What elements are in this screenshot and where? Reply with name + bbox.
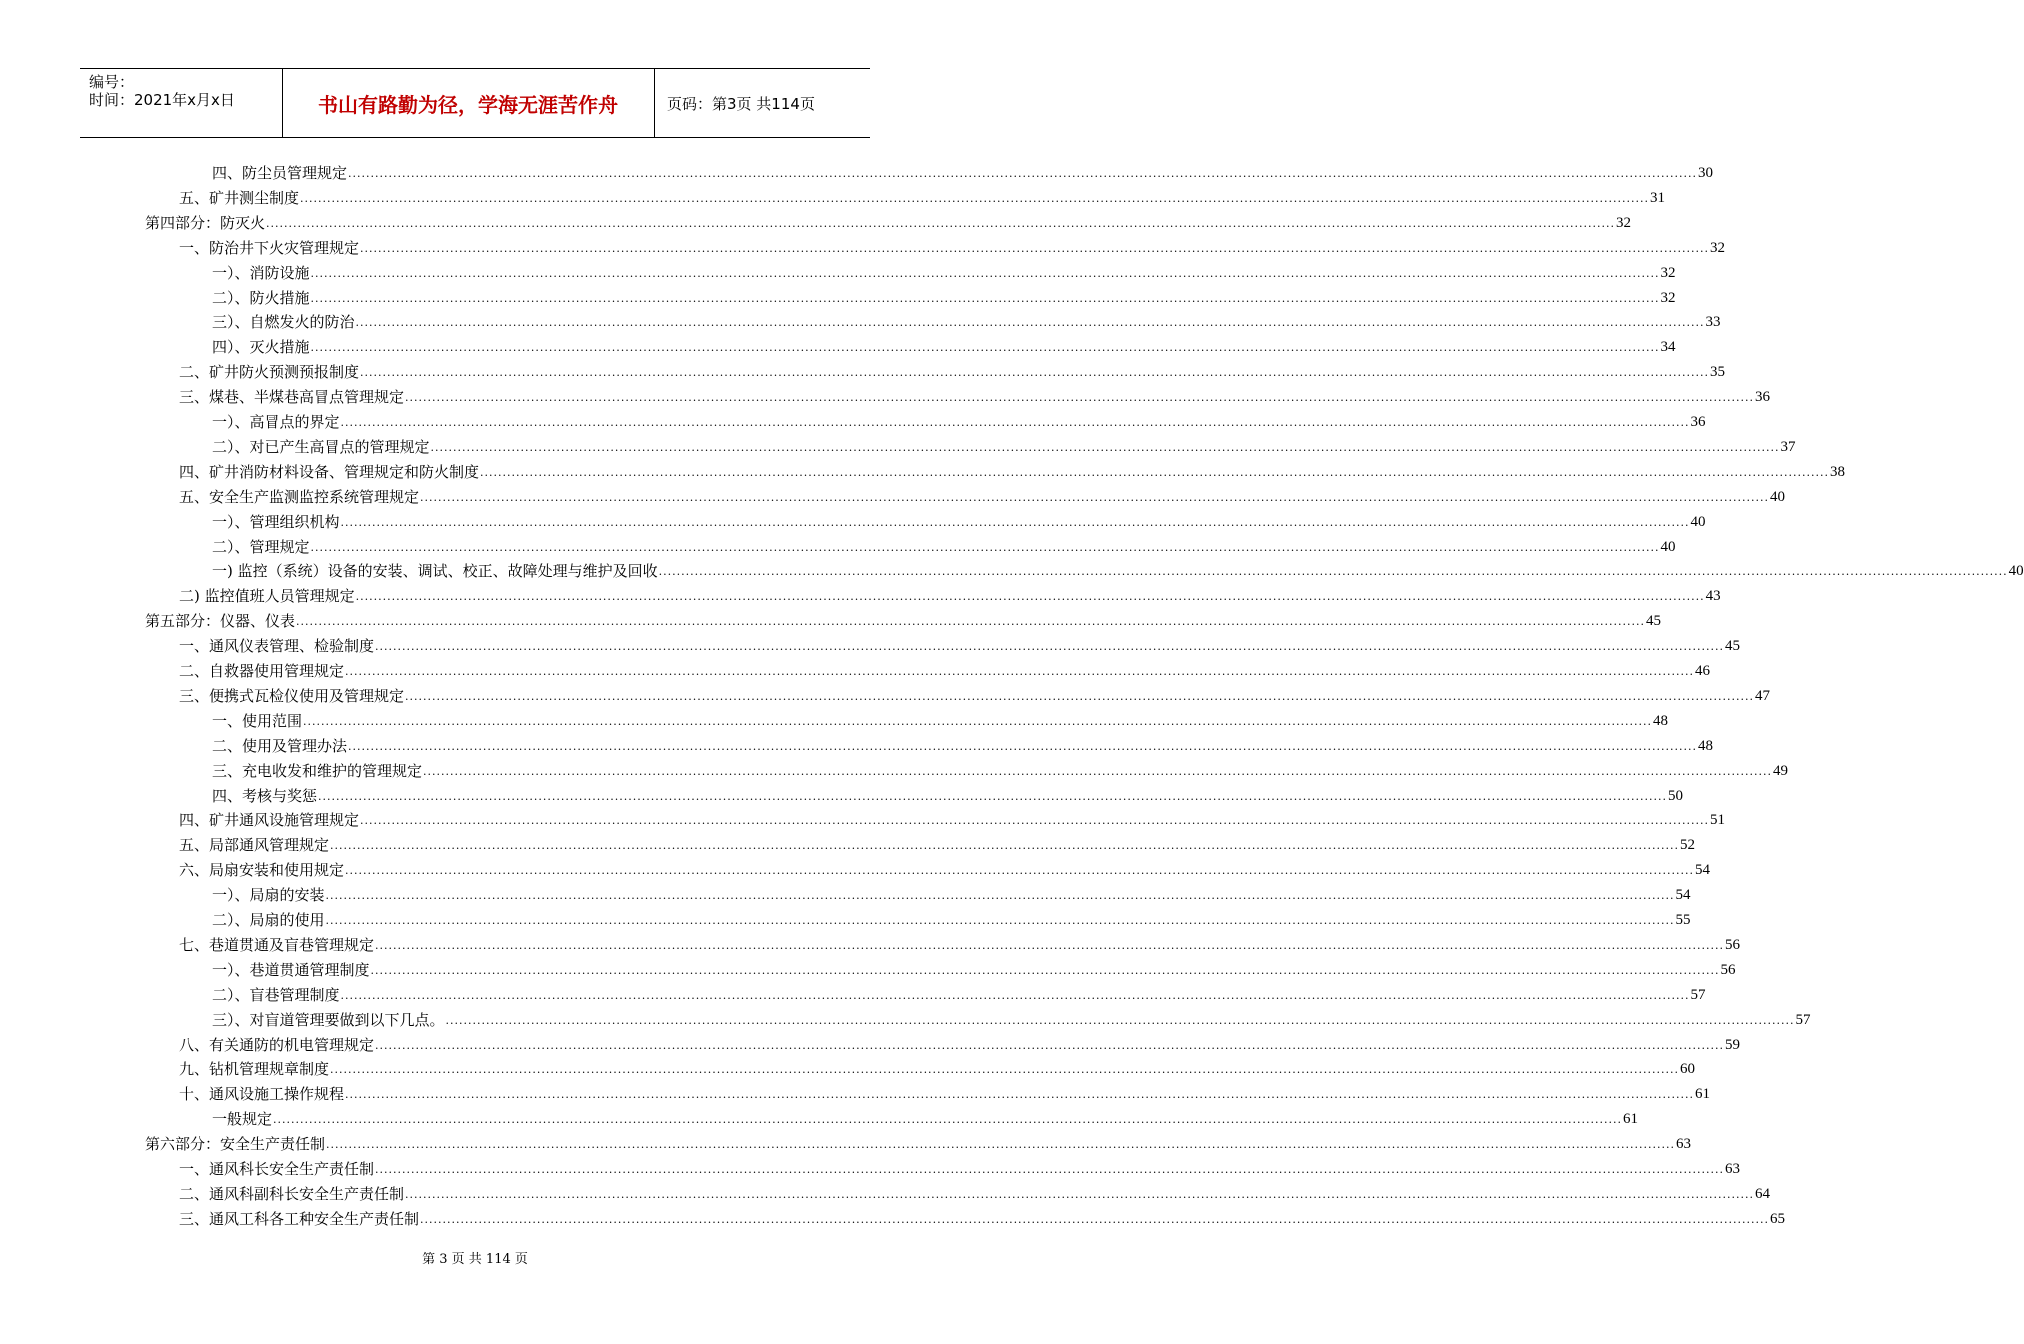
toc-entry-title: 四、防尘员管理规定 — [212, 164, 348, 182]
toc-leader-dots: ............................................................................................................................................................................................................................................................................................................ — [375, 1163, 1724, 1176]
toc-entry-title: 一）、管理组织机构 — [212, 512, 340, 531]
toc-leader-dots: ............................................................................................................................................................................................................................................................................................................ — [310, 266, 1660, 280]
toc-entry-title: 一、防治井下火灾管理规定 — [179, 238, 360, 257]
toc-entry[interactable] — [179, 857, 1710, 880]
toc-entry-title: 一、使用范围 — [212, 711, 303, 730]
toc-entry[interactable] — [179, 1032, 1740, 1054]
toc-entry[interactable] — [145, 608, 1661, 631]
toc-leader-dots: ............................................................................................................................................................................................................................................................................................................ — [348, 739, 1697, 753]
toc-leader-dots: ............................................................................................................................................................................................................................................................................................................ — [348, 167, 1697, 180]
toc-entry[interactable] — [212, 733, 1713, 755]
toc-leader-dots: ............................................................................................................................................................................................................................................................................................................ — [310, 291, 1660, 305]
toc-entry[interactable] — [179, 683, 1770, 705]
document-number-label: 编号： — [89, 73, 135, 91]
toc-leader-dots: ............................................................................................................................................................................................................................................................................................................ — [360, 366, 1709, 380]
toc-entry[interactable] — [145, 1131, 1691, 1154]
toc-entry-title: 三）、对盲道管理要做到以下几点。 — [212, 1010, 445, 1029]
toc-entry-page: 65 — [1770, 1210, 1785, 1227]
toc-entry[interactable] — [212, 708, 1668, 730]
toc-leader-dots: ............................................................................................................................................................................................................................................................................................................ — [405, 1187, 1754, 1201]
toc-entry-title: 三、便携式瓦检仪使用及管理规定 — [179, 686, 405, 705]
toc-entry-title: 二、使用及管理办法 — [212, 736, 348, 755]
toc-entry[interactable] — [212, 309, 1721, 332]
toc-entry-page: 43 — [1705, 588, 1721, 605]
toc-entry[interactable] — [212, 260, 1676, 282]
toc-entry[interactable] — [145, 210, 1631, 232]
toc-leader-dots: ............................................................................................................................................................................................................................................................................................................ — [340, 416, 1690, 429]
toc-leader-dots: ............................................................................................................................................................................................................................................................................................................ — [360, 814, 1709, 828]
toc-entry-page: 32 — [1660, 264, 1676, 281]
toc-leader-dots: ............................................................................................................................................................................................................................................................................................................ — [330, 1063, 1679, 1077]
toc-leader-dots: ............................................................................................................................................................................................................................................................................................................ — [325, 914, 1675, 927]
toc-entry[interactable] — [179, 459, 1845, 481]
toc-entry-title: 九、钻机管理规章制度 — [179, 1060, 330, 1079]
toc-leader-dots: ............................................................................................................................................................................................................................................................................................................ — [405, 391, 1754, 405]
toc-entry-page: 45 — [1725, 638, 1740, 655]
toc-entry[interactable] — [179, 932, 1740, 954]
toc-entry[interactable] — [212, 509, 1706, 531]
toc-entry-title: 三、充电收发和维护的管理规定 — [212, 761, 423, 780]
toc-leader-dots: ............................................................................................................................................................................................................................................................................................................ — [345, 665, 1694, 678]
toc-entry-page: 38 — [1830, 463, 1845, 480]
toc-entry-title: 六、局扇安装和使用规定 — [179, 861, 345, 880]
toc-entry[interactable] — [179, 484, 1785, 506]
toc-leader-dots: ............................................................................................................................................................................................................................................................................................................ — [355, 316, 1705, 330]
page-footer: 第 3 页 共 114 页 — [422, 1252, 528, 1267]
toc-entry-title: 二) 监控值班人员管理规定 — [179, 587, 355, 606]
toc-entry-page: 50 — [1668, 787, 1683, 804]
toc-entry-page: 35 — [1710, 364, 1725, 381]
toc-entry-page: 32 — [1710, 239, 1725, 256]
toc-leader-dots: ............................................................................................................................................................................................................................................................................................................ — [375, 938, 1724, 952]
toc-entry-page: 57 — [1690, 986, 1706, 1003]
toc-leader-dots: ............................................................................................................................................................................................................................................................................................................ — [345, 864, 1694, 878]
toc-entry[interactable] — [212, 409, 1706, 431]
toc-entry-page: 47 — [1755, 687, 1770, 704]
toc-entry-page: 36 — [1690, 414, 1706, 430]
toc-leader-dots: ............................................................................................................................................................................................................................................................................................................ — [420, 490, 1769, 504]
toc-entry[interactable] — [179, 1156, 1740, 1178]
toc-entry-page: 63 — [1725, 1161, 1740, 1177]
toc-leader-dots: ............................................................................................................................................................................................................................................................................................................ — [310, 341, 1660, 355]
toc-leader-dots: ............................................................................................................................................................................................................................................................................................................ — [340, 515, 1690, 529]
toc-entry-title: 一、通风仪表管理、检验制度 — [179, 637, 375, 656]
toc-entry-title: 四、矿井通风设施管理规定 — [179, 811, 360, 830]
toc-entry[interactable] — [212, 334, 1676, 357]
toc-entry[interactable] — [179, 384, 1770, 407]
toc-entry-page: 40 — [1770, 488, 1785, 505]
toc-entry-page: 60 — [1680, 1061, 1695, 1078]
toc-leader-dots: ............................................................................................................................................................................................................................................................................................................ — [360, 241, 1709, 255]
toc-entry-title: 二）、盲巷管理制度 — [212, 985, 340, 1004]
toc-entry-page: 56 — [1720, 961, 1736, 978]
toc-entry-title: 四）、灭火措施 — [212, 338, 310, 357]
toc-entry-title: 二）、防火措施 — [212, 288, 310, 307]
toc-leader-dots: ............................................................................................................................................................................................................................................................................................................ — [325, 889, 1675, 903]
header-middle-cell — [282, 69, 655, 137]
toc-entry-page: 64 — [1755, 1185, 1770, 1202]
toc-entry-page: 57 — [1795, 1011, 1811, 1028]
toc-entry-page: 45 — [1646, 613, 1661, 630]
toc-entry-page: 48 — [1653, 712, 1668, 729]
toc-entry-page: 40 — [2008, 563, 2024, 580]
toc-entry-title: 一）、高冒点的界定 — [212, 413, 340, 431]
toc-entry-title: 第四部分：防灭火 — [145, 213, 266, 232]
header-page-info: 页码：第3页 共114页 — [667, 95, 815, 113]
toc-entry-title: 二）、对已产生高冒点的管理规定 — [212, 437, 430, 456]
toc-entry[interactable] — [179, 1181, 1770, 1203]
toc-leader-dots: ............................................................................................................................................................................................................................................................................................................ — [296, 615, 1645, 629]
toc-entry-title: 一般规定 — [212, 1110, 273, 1129]
toc-entry[interactable] — [212, 982, 1706, 1004]
toc-entry-page: 55 — [1675, 912, 1691, 928]
header-left-cell — [80, 69, 283, 137]
toc-entry[interactable] — [179, 807, 1725, 830]
toc-entry[interactable] — [179, 235, 1725, 257]
toc-entry[interactable] — [179, 633, 1740, 656]
toc-entry[interactable] — [212, 957, 1736, 979]
toc-entry-title: 二、通风科副科长安全生产责任制 — [179, 1184, 405, 1203]
toc-leader-dots: ............................................................................................................................................................................................................................................................................................................ — [273, 1113, 1622, 1127]
toc-entry[interactable] — [212, 160, 1713, 182]
toc-leader-dots: ............................................................................................................................................................................................................................................................................................................ — [345, 1088, 1694, 1102]
toc-entry-page: 46 — [1695, 663, 1710, 679]
toc-entry-page: 48 — [1698, 737, 1713, 754]
toc-entry-title: 五、安全生产监测监控系统管理规定 — [179, 487, 420, 506]
toc-entry-title: 一) 监控（系统）设备的安装、调试、校正、故障处理与维护及回收 — [212, 562, 658, 581]
toc-entry-title: 二）、管理规定 — [212, 537, 310, 556]
toc-entry-page: 61 — [1695, 1086, 1710, 1103]
toc-entry-page: 30 — [1698, 165, 1713, 181]
toc-leader-dots: ............................................................................................................................................................................................................................................................................................................ — [370, 963, 1720, 977]
toc-entry-page: 32 — [1616, 214, 1631, 231]
toc-entry[interactable] — [212, 285, 1676, 307]
toc-leader-dots: ............................................................................................................................................................................................................................................................................................................ — [375, 1038, 1724, 1052]
toc-entry[interactable] — [212, 1007, 1811, 1029]
toc-entry-title: 一）、巷道贯通管理制度 — [212, 960, 370, 979]
toc-leader-dots: ............................................................................................................................................................................................................................................................................................................ — [375, 640, 1724, 654]
toc-entry-page: 33 — [1705, 314, 1721, 331]
toc-entry[interactable] — [212, 783, 1683, 805]
toc-entry[interactable] — [179, 185, 1665, 207]
toc-entry[interactable] — [212, 558, 2024, 581]
toc-entry[interactable] — [212, 882, 1691, 905]
toc-entry-title: 一）、局扇的安装 — [212, 886, 325, 905]
toc-entry[interactable] — [212, 907, 1691, 929]
toc-leader-dots: ............................................................................................................................................................................................................................................................................................................ — [266, 216, 1615, 230]
toc-entry[interactable] — [179, 1081, 1710, 1104]
document-time-label: 时间：2021年x月x日 — [89, 91, 235, 109]
toc-leader-dots: ............................................................................................................................................................................................................................................................................................................ — [405, 689, 1754, 703]
toc-entry-title: 七、巷道贯通及盲巷管理规定 — [179, 935, 375, 954]
toc-entry[interactable] — [179, 658, 1710, 680]
toc-entry-page: 51 — [1710, 812, 1725, 829]
toc-entry-page: 37 — [1780, 438, 1796, 455]
toc-entry-title: 第六部分：安全生产责任制 — [145, 1135, 326, 1154]
toc-leader-dots: ............................................................................................................................................................................................................................................................................................................ — [340, 988, 1690, 1002]
header-right-cell — [655, 69, 870, 137]
toc-leader-dots: ............................................................................................................................................................................................................................................................................................................ — [330, 839, 1679, 853]
toc-entry[interactable] — [179, 1056, 1695, 1079]
toc-entry-title: 八、有关通防的机电管理规定 — [179, 1035, 375, 1054]
toc-entry[interactable] — [212, 758, 1788, 780]
toc-entry-page: 54 — [1675, 887, 1691, 904]
toc-entry-page: 52 — [1680, 837, 1695, 854]
toc-entry-page: 59 — [1725, 1036, 1740, 1053]
toc-leader-dots: ............................................................................................................................................................................................................................................................................................................ — [445, 1013, 1795, 1027]
toc-entry-title: 二）、局扇的使用 — [212, 911, 325, 929]
toc-entry-page: 31 — [1650, 189, 1665, 206]
toc-entry-title: 一）、消防设施 — [212, 263, 310, 282]
toc-leader-dots: ............................................................................................................................................................................................................................................................................................................ — [430, 440, 1780, 454]
page-header — [80, 68, 870, 138]
toc-entry-page: 49 — [1773, 762, 1788, 779]
toc-entry-page: 61 — [1623, 1111, 1638, 1128]
toc-entry-title: 第五部分：仪器、仪表 — [145, 612, 296, 631]
toc-entry-title: 二、矿井防火预测预报制度 — [179, 363, 360, 382]
toc-entry-title: 十、通风设施工操作规程 — [179, 1085, 345, 1104]
toc-leader-dots: ............................................................................................................................................................................................................................................................................................................ — [658, 565, 2008, 579]
toc-entry[interactable] — [212, 1106, 1638, 1129]
toc-leader-dots: ............................................................................................................................................................................................................................................................................................................ — [303, 714, 1652, 728]
toc-entry[interactable] — [179, 583, 1721, 606]
toc-entry-page: 56 — [1725, 936, 1740, 953]
toc-entry[interactable] — [179, 832, 1695, 855]
toc-leader-dots: ............................................................................................................................................................................................................................................................................................................ — [480, 465, 1829, 479]
toc-leader-dots: ............................................................................................................................................................................................................................................................................................................ — [423, 764, 1772, 778]
toc-entry[interactable] — [179, 359, 1725, 382]
toc-entry-page: 40 — [1660, 538, 1676, 555]
toc-leader-dots: ............................................................................................................................................................................................................................................................................................................ — [326, 1138, 1675, 1152]
toc-entry[interactable] — [212, 434, 1796, 456]
toc-entry-title: 五、局部通风管理规定 — [179, 836, 330, 855]
toc-entry-title: 四、考核与奖惩 — [212, 786, 318, 805]
toc-leader-dots: ............................................................................................................................................................................................................................................................................................................ — [310, 540, 1660, 554]
toc-entry[interactable] — [212, 534, 1676, 556]
toc-entry-title: 五、矿井测尘制度 — [179, 188, 300, 207]
toc-entry-title: 四、矿井消防材料设备、管理规定和防火制度 — [179, 462, 480, 481]
toc-entry-title: 三、煤巷、半煤巷高冒点管理规定 — [179, 388, 405, 407]
toc-entry-page: 63 — [1676, 1136, 1691, 1153]
toc-entry-page: 36 — [1755, 389, 1770, 406]
toc-leader-dots: ............................................................................................................................................................................................................................................................................................................ — [355, 590, 1705, 604]
toc-entry-page: 40 — [1690, 513, 1706, 530]
toc-entry-title: 三、通风工科各工种安全生产责任制 — [179, 1209, 420, 1228]
toc-entry-title: 二、自救器使用管理规定 — [179, 662, 345, 680]
toc-entry-page: 54 — [1695, 862, 1710, 879]
toc-leader-dots: ............................................................................................................................................................................................................................................................................................................ — [318, 789, 1667, 803]
toc-entry-title: 三）、自燃发火的防治 — [212, 313, 355, 332]
toc-entry-title: 一、通风科长安全生产责任制 — [179, 1160, 375, 1178]
toc-entry-page: 32 — [1660, 289, 1676, 306]
header-motto: 书山有路勤为径，学海无涯苦作舟 — [318, 93, 618, 117]
toc-leader-dots: ............................................................................................................................................................................................................................................................................................................ — [420, 1212, 1769, 1226]
toc-entry-page: 34 — [1660, 339, 1676, 356]
toc-entry[interactable] — [179, 1206, 1785, 1228]
toc-leader-dots: ............................................................................................................................................................................................................................................................................................................ — [300, 191, 1649, 205]
